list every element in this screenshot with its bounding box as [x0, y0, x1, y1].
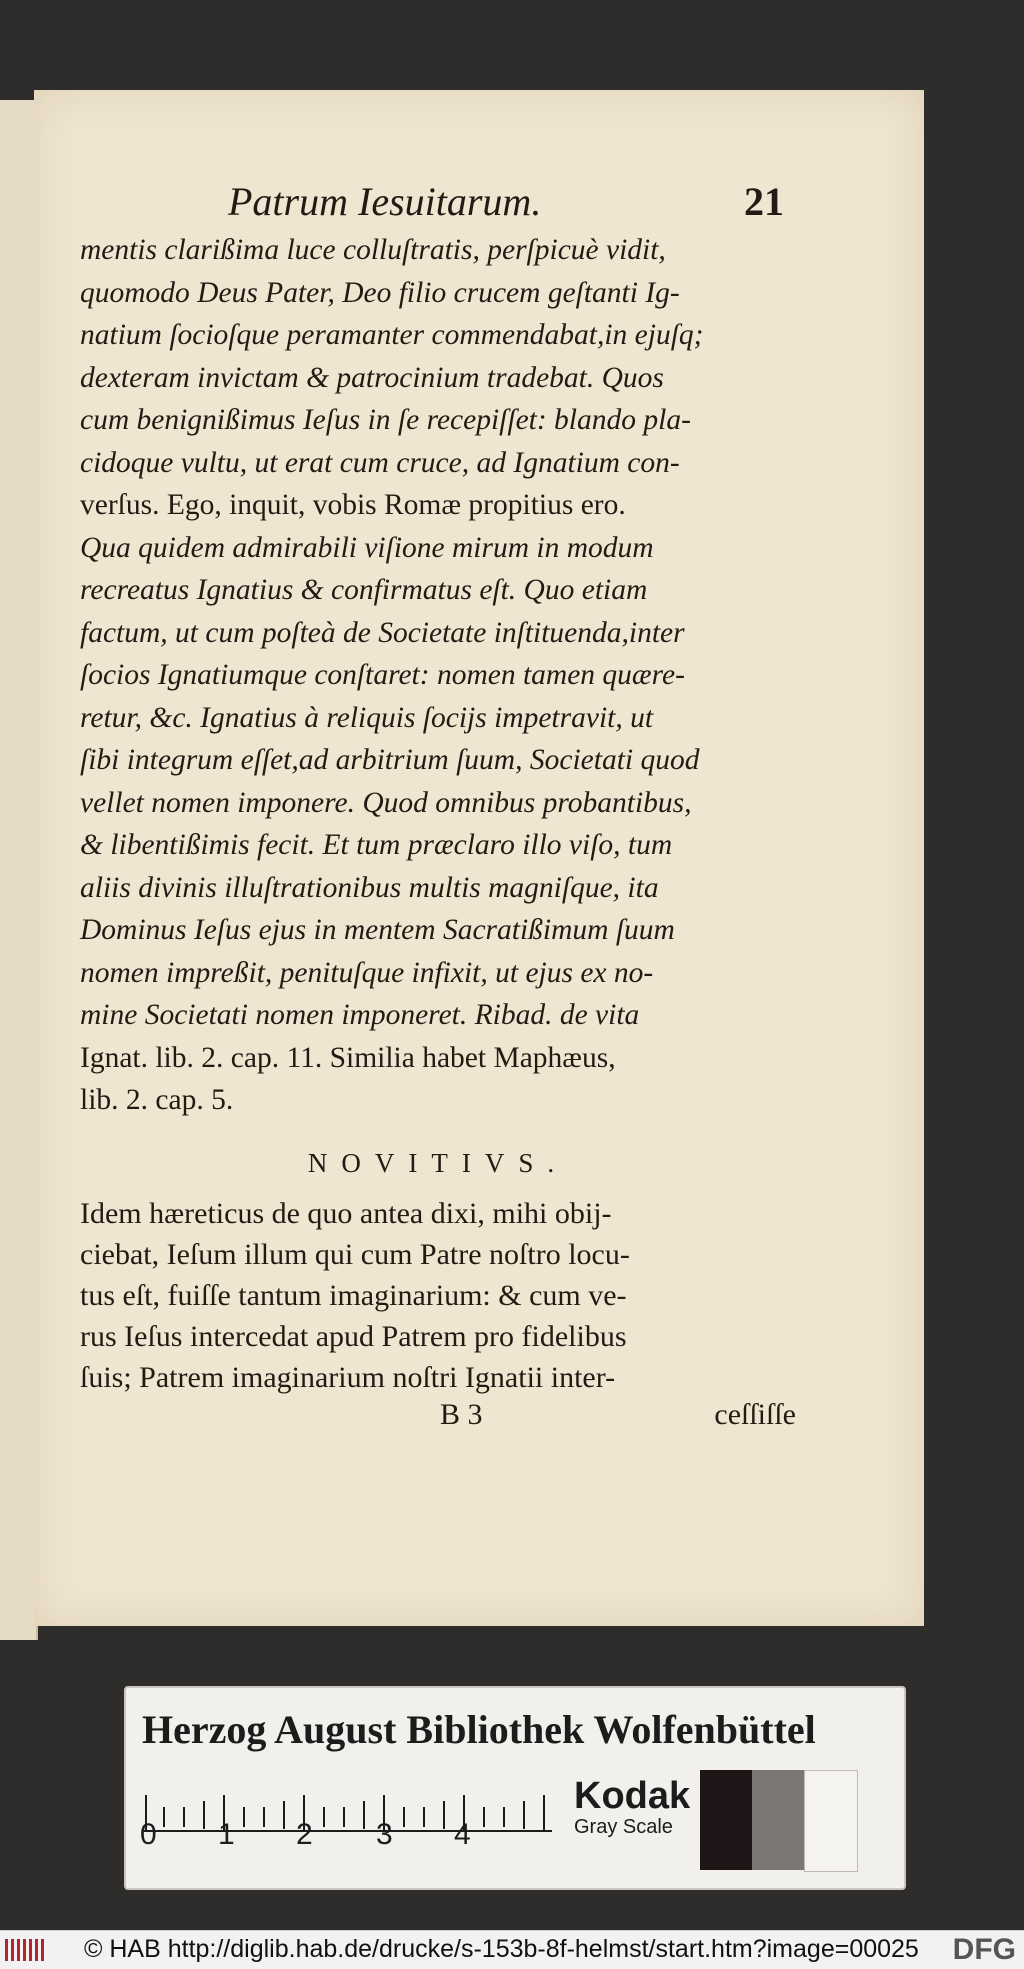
- ruler-label: 4: [454, 1818, 471, 1851]
- text-line: verſus. Ego, inquit, vobis Romæ propitius ero.: [80, 489, 626, 521]
- text-line: lib. 2. cap. 5.: [80, 1084, 234, 1116]
- text-line: Ignat. lib. 2. cap. 11. Similia habet Maphæus,: [80, 1041, 616, 1074]
- text-line: natium ſocioſque peramanter commendabat,in ejuſq;: [80, 319, 704, 351]
- text-line: quomodo Deus Pater, Deo filio crucem geſtanti Ig-: [80, 276, 680, 309]
- text-line: mine Societati nomen imponeret. Ribad. de vita: [80, 999, 640, 1031]
- kodak-label: [574, 1776, 690, 1838]
- text-line: tus eſt, fuiſſe tantum imaginarium: & cum ve-: [80, 1278, 627, 1312]
- text-line: mentis clarißima luce colluſtratis, perſpicuè vidit,: [80, 234, 666, 266]
- text-line: nomen impreßit, penituſque infixit, ut ejus ex no-: [80, 956, 654, 989]
- page-footer: [80, 1398, 796, 1432]
- facing-page-edge: [0, 100, 38, 1640]
- running-title: Patrum Iesuitarum.: [228, 179, 542, 224]
- book-page: [34, 90, 924, 1626]
- text-line: & libentißimis fecit. Et tum præclaro illo viſo, tum: [80, 829, 673, 861]
- ruler-label: 3: [376, 1818, 393, 1851]
- dfg-logo: DFG: [952, 1933, 1016, 1966]
- source-url[interactable]: © HAB http://diglib.hab.de/drucke/s-153b-8f-helmst/start.htm?image=00025: [84, 1935, 919, 1963]
- hab-logo-icon: [4, 1937, 48, 1963]
- gray-swatch: [752, 1770, 804, 1870]
- ruler-label: 1: [218, 1818, 235, 1851]
- section-heading: NOVITIVS.: [307, 1147, 569, 1178]
- catchword: ceſſiſſe: [714, 1397, 796, 1431]
- text-line: ciebat, Ieſum illum qui cum Patre noſtro locu-: [80, 1237, 630, 1271]
- ruler-label: 0: [140, 1818, 157, 1851]
- text-line: ſibi integrum eſſet,ad arbitrium ſuum, Societati quod: [80, 744, 700, 776]
- running-header: [80, 178, 796, 225]
- text-line: Idem hæreticus de quo antea dixi, mihi obij-: [80, 1196, 612, 1230]
- text-line: cidoque vultu, ut erat cum cruce, ad Ignatium con-: [80, 446, 680, 479]
- text-line: aliis divinis illuſtrationibus multis magniſque, ita: [80, 871, 659, 904]
- text-line: cum benignißimus Ieſus in ſe recepiſſet: blando pla-: [80, 404, 691, 436]
- color-scale-strip: [124, 1686, 906, 1890]
- text-line: ſocios Ignatiumque conſtaret: nomen tamen quære-: [80, 659, 685, 691]
- text-line: recreatus Ignatius & confirmatus eſt. Quo etiam: [80, 574, 648, 606]
- ruler-label: 2: [296, 1818, 313, 1851]
- white-swatch: [804, 1770, 858, 1872]
- text-line: vellet nomen imponere. Quod omnibus probantibus,: [80, 786, 692, 819]
- text-line: dexteram invictam & patrocinium tradebat. Quos: [80, 361, 664, 394]
- kodak-brand: Kodak: [574, 1775, 691, 1817]
- black-swatch: [700, 1770, 752, 1870]
- signature-mark: B 3: [440, 1397, 483, 1431]
- kodak-subtitle: Gray Scale: [574, 1816, 673, 1838]
- page-text: [80, 178, 796, 1432]
- page-number: 21: [744, 179, 784, 224]
- text-line: Dominus Ieſus ejus in mentem Sacratißimum ſuum: [80, 914, 675, 946]
- text-line: factum, ut cum poſteà de Societate inſtituenda,inter: [80, 616, 685, 649]
- text-line: retur, &c. Ignatius à reliquis ſocijs impetravit, ut: [80, 701, 654, 734]
- text-line: ſuis; Patrem imaginarium noſtri Ignatii inter-: [80, 1360, 616, 1394]
- source-bar: [0, 1930, 1024, 1969]
- ruler-ticks: [144, 1780, 554, 1850]
- library-name: Herzog August Bibliothek Wolfenbüttel: [142, 1707, 816, 1752]
- text-line: rus Ieſus intercedat apud Patrem pro fidelibus: [80, 1319, 627, 1353]
- text-line: Qua quidem admirabili viſione mirum in modum: [80, 531, 654, 564]
